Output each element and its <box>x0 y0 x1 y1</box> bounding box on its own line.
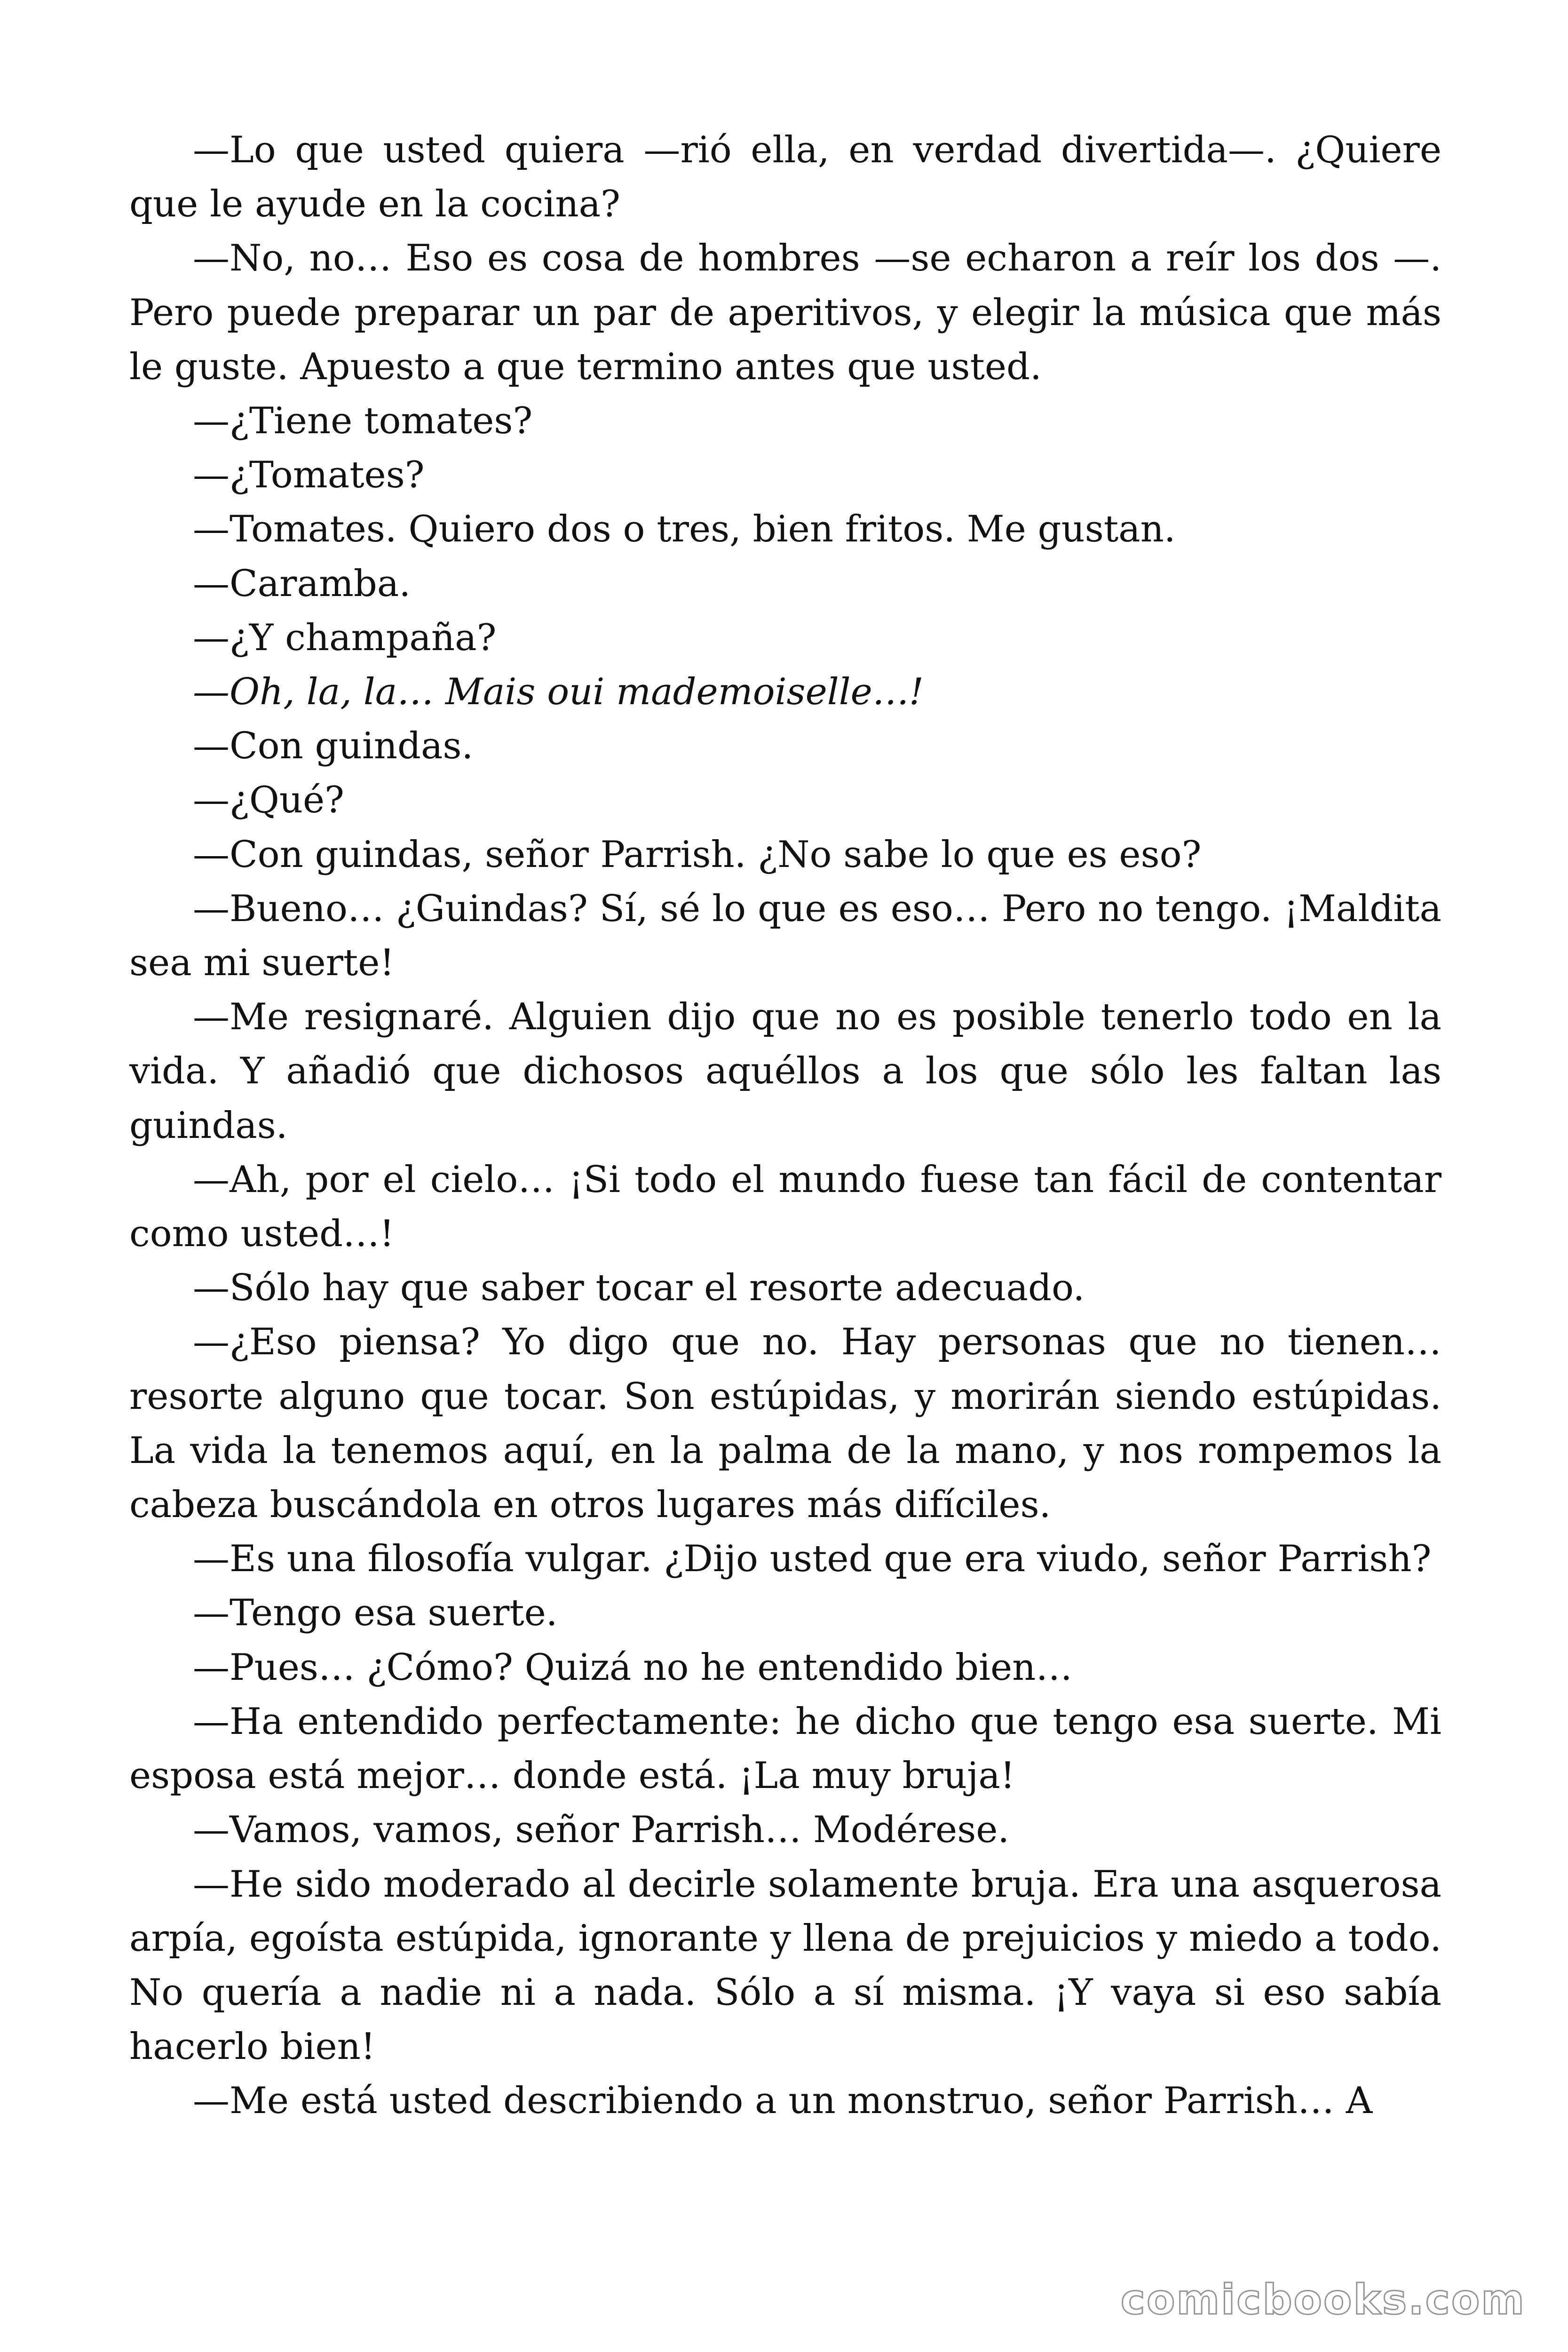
paragraph: —Con guindas, señor Parrish. ¿No sabe lo que es eso? <box>193 833 1202 876</box>
watermark-logo: comicbooks.com <box>1120 2275 1526 2324</box>
paragraph: —Me está usted describiendo a un monstruo, señor Parrish… A <box>193 2080 1373 2122</box>
paragraph: —Es una filosofía vulgar. ¿Dijo usted que era viudo, señor Parrish? <box>193 1538 1432 1581</box>
paragraph: —Ha entendido perfectamente: he dicho que tengo esa suerte. Mi esposa está mejor… donde está. ¡La muy bruja! <box>129 1700 1441 1797</box>
paragraph: —He sido moderado al decirle solamente bruja. Era una asquerosa arpía, egoísta estúpida, ignorante y llena de prejuicios y miedo a todo. No quería a nadie ni a nada. Sólo a sí misma. ¡Y vaya si eso sabía hacerlo bien! <box>129 1863 1441 2068</box>
paragraph: —Sólo hay que saber tocar el resorte adecuado. <box>193 1267 1085 1310</box>
document-page <box>129 123 1441 2129</box>
paragraph: —Oh, la, la… Mais oui mademoiselle…! <box>193 671 924 714</box>
paragraph: —¿Qué? <box>193 779 344 822</box>
paragraph: —¿Eso piensa? Yo digo que no. Hay personas que no tienen… resorte alguno que tocar. Son estúpidas, y morirán siendo estúpidas. La vida la tenemos aquí, en la palma de la mano, y nos rompemos la cabeza buscándola en otros lugares más difíciles. <box>129 1321 1441 1526</box>
body-text <box>129 123 1441 2129</box>
paragraph: —¿Tomates? <box>193 454 425 497</box>
paragraph: —Ah, por el cielo… ¡Si todo el mundo fuese tan fácil de contentar como usted…! <box>129 1158 1441 1255</box>
paragraph: —¿Tiene tomates? <box>193 400 533 443</box>
paragraph: —Bueno… ¿Guindas? Sí, sé lo que es eso… Pero no tengo. ¡Maldita sea mi suerte! <box>129 887 1441 985</box>
paragraph: —¿Y champaña? <box>193 616 497 659</box>
paragraph: —Vamos, vamos, señor Parrish… Modérese. <box>193 1809 1010 1851</box>
paragraph: —Lo que usted quiera —rió ella, en verdad divertida—. ¿Quiere que le ayude en la cocina? <box>129 129 1441 226</box>
paragraph: —Pues… ¿Cómo? Quizá no he entendido bien… <box>193 1646 1073 1689</box>
paragraph: —Me resignaré. Alguien dijo que no es posible tenerlo todo en la vida. Y añadió que dichosos aquéllos a los que sólo les faltan las guindas. <box>129 996 1441 1147</box>
paragraph: —Tengo esa suerte. <box>193 1592 558 1635</box>
paragraph: —No, no… Eso es cosa de hombres —se echaron a reír los dos —. Pero puede preparar un par de aperitivos, y elegir la música que más le guste. Apuesto a que termino antes que usted. <box>129 237 1441 388</box>
paragraph: —Con guindas. <box>193 725 474 768</box>
paragraph: —Caramba. <box>193 562 411 605</box>
paragraph: —Tomates. Quiero dos o tres, bien fritos. Me gustan. <box>193 508 1176 551</box>
